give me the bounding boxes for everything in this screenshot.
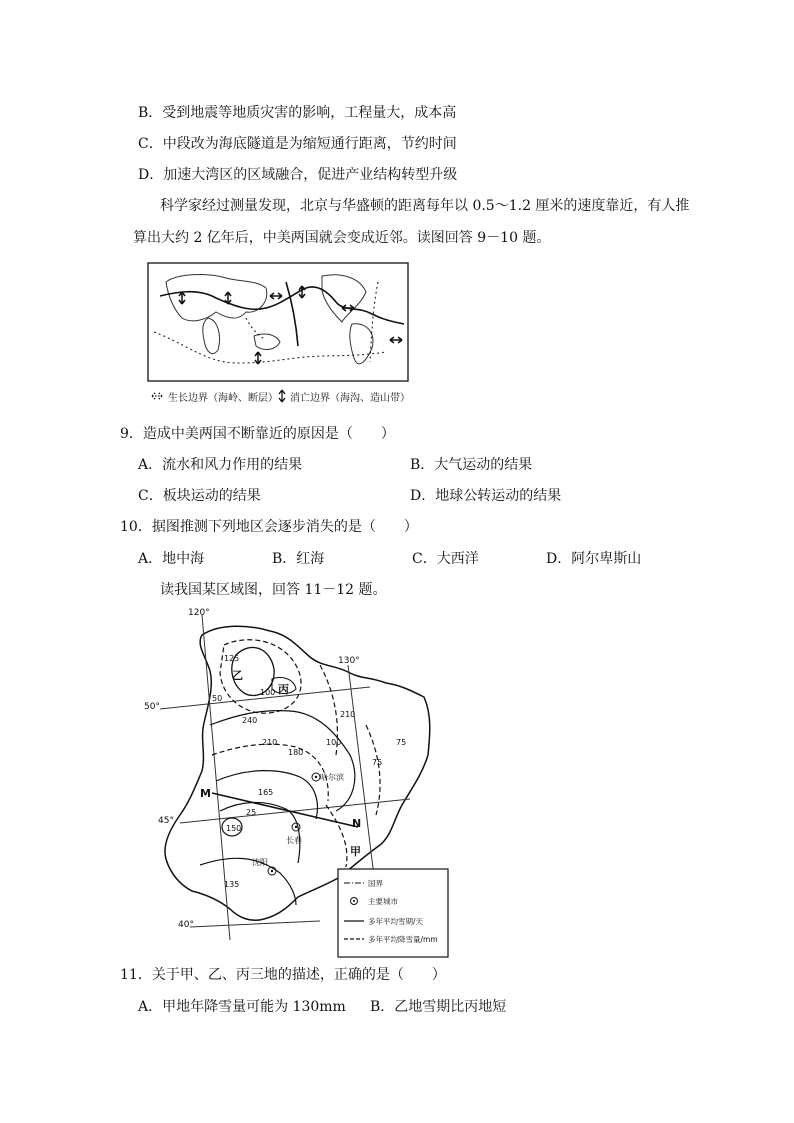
isoline-label: 150 bbox=[226, 824, 242, 833]
northeast-china-snow-map bbox=[140, 605, 450, 960]
isoline-label: 25 bbox=[246, 808, 257, 817]
q10-stem: 10．据图推测下列地区会逐步消失的是（ ） bbox=[120, 519, 418, 535]
legend-city: 主要城市 bbox=[368, 897, 398, 906]
option-c-prev: C．中段改为海底隧道是为缩短通行距离，节约时间 bbox=[138, 136, 457, 152]
isoline-label: 75 bbox=[372, 758, 383, 767]
city-harbin-label: 哈尔滨 bbox=[320, 773, 344, 782]
isoline-label: 100 bbox=[326, 738, 342, 747]
q10-option-c[interactable]: C．大西洋 bbox=[412, 551, 479, 567]
option-d-prev: D．加速大湾区的区域融合，促进产业结构转型升级 bbox=[138, 167, 458, 183]
q10-option-b[interactable]: B．红海 bbox=[272, 551, 325, 567]
passage1-line2: 算出大约 2 亿年后，中美两国就会变成近邻。读图回答 9－10 题。 bbox=[133, 230, 551, 246]
legend-subduction-boundary: 消亡边界（海沟、造山带） bbox=[290, 393, 410, 404]
isoline-label: 165 bbox=[258, 788, 274, 797]
q11-option-b[interactable]: B．乙地雪期比丙地短 bbox=[370, 999, 507, 1015]
q9-option-d[interactable]: D．地球公转运动的结果 bbox=[410, 488, 562, 504]
q11-stem: 11．关于甲、乙、丙三地的描述，正确的是（ ） bbox=[120, 967, 446, 983]
passage1-line1: 科学家经过测量发现，北京与华盛顿的距离每年以 0.5～1.2 厘米的速度靠近，有人推 bbox=[160, 198, 690, 214]
legend-snowfall: 多年平均降雪量/mm bbox=[368, 935, 438, 944]
q11-option-a[interactable]: A．甲地年降雪量可能为 130mm bbox=[138, 999, 346, 1015]
legend-border: 国界 bbox=[368, 879, 383, 888]
lon-130-label: 130° bbox=[338, 656, 360, 666]
legend-snow-days: 多年平均雪期/天 bbox=[368, 917, 424, 926]
lat-45-label: 45° bbox=[158, 816, 174, 826]
option-b-prev: B．受到地震等地质灾害的影响，工程量大，成本高 bbox=[138, 105, 457, 121]
isoline-label: 210 bbox=[340, 710, 356, 719]
lon-120-label: 120° bbox=[188, 608, 210, 618]
city-changchun-label: 长春 bbox=[286, 836, 302, 845]
q10-option-d[interactable]: D．阿尔卑斯山 bbox=[546, 551, 642, 567]
isoline-label: 210 bbox=[262, 738, 278, 747]
q9-option-a[interactable]: A．流水和风力作用的结果 bbox=[138, 457, 303, 473]
isoline-label: 125 bbox=[224, 654, 240, 663]
isoline-label: 100 bbox=[260, 688, 276, 697]
q10-option-a[interactable]: A．地中海 bbox=[138, 551, 205, 567]
isoline-label: 180 bbox=[288, 748, 304, 757]
label-bing: 丙 bbox=[278, 683, 289, 696]
isoline-label: 50 bbox=[212, 694, 223, 703]
label-m: M bbox=[200, 787, 211, 800]
isoline-label: 135 bbox=[224, 880, 240, 889]
isoline-label: 75 bbox=[396, 738, 407, 747]
q9-stem: 9．造成中美两国不断靠近的原因是（ ） bbox=[120, 426, 395, 442]
plate-boundary-map bbox=[146, 262, 410, 408]
q9-option-c[interactable]: C．板块运动的结果 bbox=[138, 488, 261, 504]
lat-50-label: 50° bbox=[144, 702, 160, 712]
city-shenyang-label: 沈阳 bbox=[252, 858, 268, 867]
passage2: 读我国某区域图，回答 11－12 题。 bbox=[160, 582, 387, 598]
lat-40-label: 40° bbox=[178, 920, 194, 930]
label-n: N bbox=[352, 817, 362, 830]
label-yi: 乙 bbox=[232, 669, 243, 682]
q9-option-b[interactable]: B．大气运动的结果 bbox=[410, 457, 533, 473]
isoline-label: 240 bbox=[242, 716, 258, 725]
legend-growth-boundary: 生长边界（海岭、断层） bbox=[168, 393, 278, 404]
label-jia: 甲 bbox=[350, 845, 361, 858]
